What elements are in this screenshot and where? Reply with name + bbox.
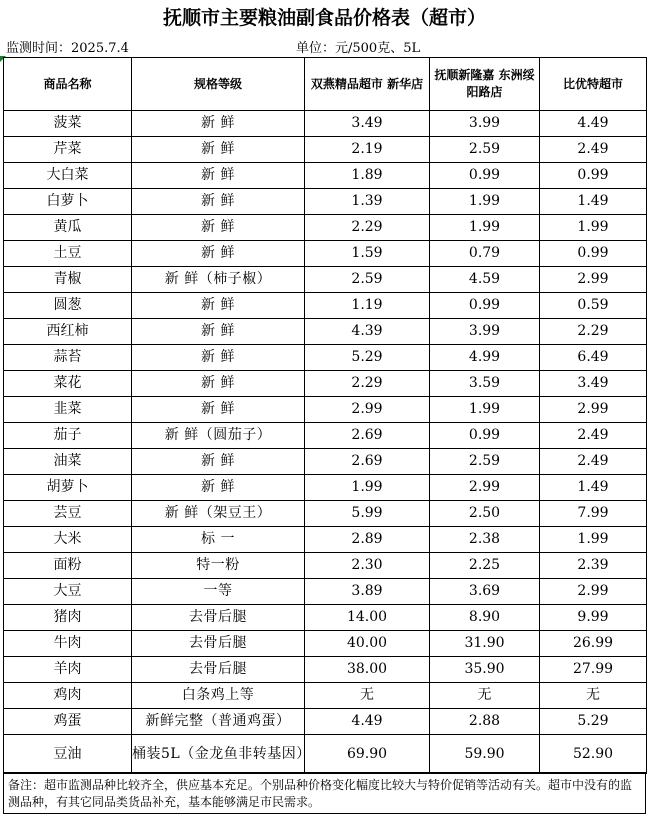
product-name-cell: 白萝卜 <box>4 189 132 215</box>
product-name-cell: 大白菜 <box>4 163 132 189</box>
price-store-1-cell: 4.49 <box>305 709 430 735</box>
price-store-1-cell: 5.29 <box>305 345 430 371</box>
spec-cell: 新 鲜（架豆王） <box>132 501 305 527</box>
price-store-3-cell: 5.29 <box>540 709 647 735</box>
product-name-cell: 芹菜 <box>4 137 132 163</box>
table-row <box>4 657 647 683</box>
price-store-2-cell: 2.25 <box>430 553 540 579</box>
price-store-1-cell: 2.99 <box>305 397 430 423</box>
price-store-3-cell: 7.99 <box>540 501 647 527</box>
price-store-1-cell: 1.39 <box>305 189 430 215</box>
spec-cell: 新 鲜 <box>132 137 305 163</box>
col-header-name: 商品名称 <box>4 58 132 111</box>
price-store-3-cell: 6.49 <box>540 345 647 371</box>
col-header-store-1: 双燕精品超市 新华店 <box>305 58 430 111</box>
table-row <box>4 709 647 735</box>
table-row <box>4 683 647 709</box>
product-name-cell: 菜花 <box>4 371 132 397</box>
meta-row <box>0 34 649 56</box>
spec-cell: 标 一 <box>132 527 305 553</box>
product-name-cell: 油菜 <box>4 449 132 475</box>
product-name-cell: 猪肉 <box>4 605 132 631</box>
product-name-cell: 面粉 <box>4 553 132 579</box>
table-row <box>4 241 647 267</box>
spec-cell: 新 鲜（柿子椒） <box>132 267 305 293</box>
price-store-3-cell: 4.49 <box>540 111 647 137</box>
price-store-3-cell: 3.49 <box>540 371 647 397</box>
price-store-2-cell: 4.99 <box>430 345 540 371</box>
price-store-1-cell: 2.29 <box>305 371 430 397</box>
price-store-3-cell: 0.59 <box>540 293 647 319</box>
table-header-row <box>4 58 647 111</box>
price-store-2-cell: 3.99 <box>430 111 540 137</box>
product-name-cell: 韭菜 <box>4 397 132 423</box>
price-store-2-cell: 1.99 <box>430 215 540 241</box>
product-name-cell: 大豆 <box>4 579 132 605</box>
table-row <box>4 189 647 215</box>
price-store-3-cell: 2.49 <box>540 449 647 475</box>
price-store-2-cell: 0.99 <box>430 423 540 449</box>
product-name-cell: 大米 <box>4 527 132 553</box>
table-row <box>4 735 647 774</box>
price-store-3-cell: 2.39 <box>540 553 647 579</box>
price-store-1-cell: 1.89 <box>305 163 430 189</box>
price-store-3-cell: 1.49 <box>540 475 647 501</box>
price-store-2-cell: 8.90 <box>430 605 540 631</box>
price-store-2-cell: 3.59 <box>430 371 540 397</box>
spec-cell: 新 鲜 <box>132 111 305 137</box>
price-store-1-cell: 69.90 <box>305 735 430 774</box>
price-store-2-cell: 1.99 <box>430 397 540 423</box>
price-table <box>3 57 647 774</box>
price-store-3-cell: 无 <box>540 683 647 709</box>
spec-cell: 新 鲜 <box>132 241 305 267</box>
product-name-cell: 圆葱 <box>4 293 132 319</box>
price-store-3-cell: 2.99 <box>540 267 647 293</box>
price-store-1-cell: 2.19 <box>305 137 430 163</box>
product-name-cell: 土豆 <box>4 241 132 267</box>
product-name-cell: 鸡肉 <box>4 683 132 709</box>
spec-cell: 新 鲜 <box>132 319 305 345</box>
spec-cell: 桶装5L（金龙鱼非转基因） <box>132 735 305 774</box>
price-store-1-cell: 4.39 <box>305 319 430 345</box>
spec-cell: 新 鲜 <box>132 397 305 423</box>
price-store-3-cell: 2.99 <box>540 579 647 605</box>
price-store-1-cell: 40.00 <box>305 631 430 657</box>
table-row <box>4 579 647 605</box>
price-store-2-cell: 2.88 <box>430 709 540 735</box>
table-row <box>4 111 647 137</box>
product-name-cell: 茄子 <box>4 423 132 449</box>
price-store-2-cell: 2.99 <box>430 475 540 501</box>
table-row <box>4 553 647 579</box>
product-name-cell: 豆油 <box>4 735 132 774</box>
table-row <box>4 527 647 553</box>
price-store-1-cell: 1.59 <box>305 241 430 267</box>
price-store-1-cell: 3.49 <box>305 111 430 137</box>
product-name-cell: 黄瓜 <box>4 215 132 241</box>
spec-cell: 新 鲜 <box>132 163 305 189</box>
price-store-2-cell: 59.90 <box>430 735 540 774</box>
table-row <box>4 423 647 449</box>
price-store-1-cell: 2.59 <box>305 267 430 293</box>
price-store-1-cell: 38.00 <box>305 657 430 683</box>
table-row <box>4 267 647 293</box>
price-store-2-cell: 0.99 <box>430 293 540 319</box>
price-store-2-cell: 0.79 <box>430 241 540 267</box>
col-header-store-2: 抚顺新隆嘉 东洲绥阳路店 <box>430 58 540 111</box>
price-store-1-cell: 2.69 <box>305 423 430 449</box>
spec-cell: 新 鲜 <box>132 345 305 371</box>
spec-cell: 新鲜完整（普通鸡蛋） <box>132 709 305 735</box>
price-store-1-cell: 14.00 <box>305 605 430 631</box>
price-store-3-cell: 1.49 <box>540 189 647 215</box>
price-store-1-cell: 无 <box>305 683 430 709</box>
table-row <box>4 475 647 501</box>
spec-cell: 去骨后腿 <box>132 631 305 657</box>
spec-cell: 新 鲜 <box>132 475 305 501</box>
price-store-2-cell: 35.90 <box>430 657 540 683</box>
price-store-3-cell: 1.99 <box>540 527 647 553</box>
table-row <box>4 215 647 241</box>
product-name-cell: 西红柿 <box>4 319 132 345</box>
table-row <box>4 631 647 657</box>
price-store-2-cell: 2.59 <box>430 449 540 475</box>
product-name-cell: 蒜苔 <box>4 345 132 371</box>
price-store-2-cell: 无 <box>430 683 540 709</box>
price-store-1-cell: 5.99 <box>305 501 430 527</box>
price-store-3-cell: 0.99 <box>540 241 647 267</box>
product-name-cell: 青椒 <box>4 267 132 293</box>
table-row <box>4 137 647 163</box>
price-store-3-cell: 27.99 <box>540 657 647 683</box>
col-header-spec: 规格等级 <box>132 58 305 111</box>
page-title: 抚顺市主要粮油副食品价格表（超市） <box>162 6 486 29</box>
table-row <box>4 605 647 631</box>
spec-cell: 新 鲜 <box>132 215 305 241</box>
price-store-1-cell: 2.30 <box>305 553 430 579</box>
spec-cell: 新 鲜 <box>132 189 305 215</box>
price-store-2-cell: 2.38 <box>430 527 540 553</box>
spec-cell: 特一粉 <box>132 553 305 579</box>
spec-cell: 白条鸡上等 <box>132 683 305 709</box>
product-name-cell: 羊肉 <box>4 657 132 683</box>
price-store-2-cell: 1.99 <box>430 189 540 215</box>
col-header-store-3: 比优特超市 <box>540 58 647 111</box>
price-store-3-cell: 2.99 <box>540 397 647 423</box>
price-store-3-cell: 2.29 <box>540 319 647 345</box>
spec-cell: 一等 <box>132 579 305 605</box>
price-store-2-cell: 2.59 <box>430 137 540 163</box>
price-store-3-cell: 0.99 <box>540 163 647 189</box>
table-row <box>4 319 647 345</box>
spec-cell: 新 鲜（圆茄子） <box>132 423 305 449</box>
price-table-body <box>4 111 647 774</box>
price-store-2-cell: 3.69 <box>430 579 540 605</box>
spec-cell: 新 鲜 <box>132 449 305 475</box>
product-name-cell: 胡萝卜 <box>4 475 132 501</box>
unit-label: 单位：元/500克、5L <box>296 41 421 56</box>
price-store-2-cell: 4.59 <box>430 267 540 293</box>
price-store-3-cell: 2.49 <box>540 137 647 163</box>
price-store-3-cell: 52.90 <box>540 735 647 774</box>
price-store-2-cell: 3.99 <box>430 319 540 345</box>
table-row <box>4 293 647 319</box>
price-store-1-cell: 1.99 <box>305 475 430 501</box>
table-row <box>4 371 647 397</box>
price-store-3-cell: 9.99 <box>540 605 647 631</box>
table-row <box>4 397 647 423</box>
product-name-cell: 芸豆 <box>4 501 132 527</box>
table-row <box>4 501 647 527</box>
price-store-1-cell: 3.89 <box>305 579 430 605</box>
table-row <box>4 449 647 475</box>
product-name-cell: 牛肉 <box>4 631 132 657</box>
spec-cell: 新 鲜 <box>132 371 305 397</box>
price-store-3-cell: 1.99 <box>540 215 647 241</box>
table-row <box>4 345 647 371</box>
spec-cell: 新 鲜 <box>132 293 305 319</box>
price-store-1-cell: 2.89 <box>305 527 430 553</box>
footnote: 备注：超市监测品种比较齐全，供应基本充足。个别品种价格变化幅度比较大与特价促销等活动有关。超市中没有的监测品种，有其它同品类货品补充，基本能够满足市民需求。 <box>3 772 646 814</box>
price-store-2-cell: 2.50 <box>430 501 540 527</box>
product-name-cell: 菠菜 <box>4 111 132 137</box>
price-store-3-cell: 2.49 <box>540 423 647 449</box>
product-name-cell: 鸡蛋 <box>4 709 132 735</box>
price-store-2-cell: 31.90 <box>430 631 540 657</box>
monitor-date: 监测时间：2025.7.4 <box>6 41 129 56</box>
price-store-1-cell: 2.29 <box>305 215 430 241</box>
price-store-1-cell: 1.19 <box>305 293 430 319</box>
price-store-2-cell: 0.99 <box>430 163 540 189</box>
table-row <box>4 163 647 189</box>
price-store-1-cell: 2.69 <box>305 449 430 475</box>
price-store-3-cell: 26.99 <box>540 631 647 657</box>
spec-cell: 去骨后腿 <box>132 605 305 631</box>
spec-cell: 去骨后腿 <box>132 657 305 683</box>
